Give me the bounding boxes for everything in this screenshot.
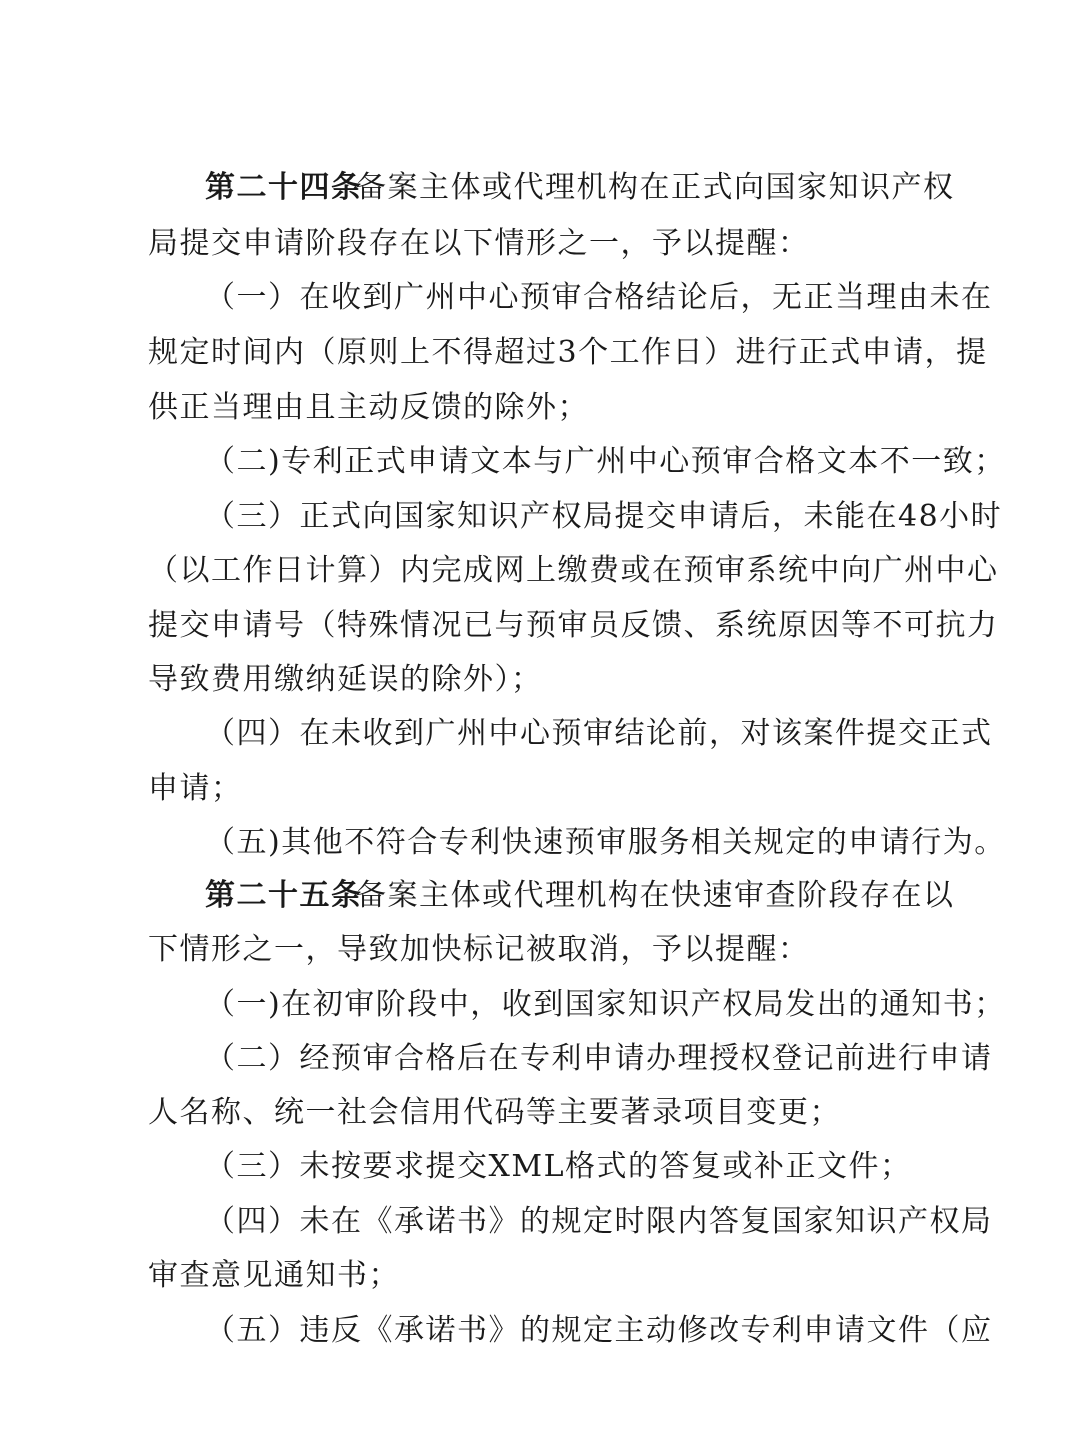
article24-item-5 — [0, 815, 1080, 871]
text-line: （五)其他不符合专利快速预审服务相关规定的申请行为。 — [205, 825, 1006, 860]
article24-item-3-line-2 — [0, 543, 1080, 599]
text-line: （二）经预审合格后在专利申请办理授权登记前进行申请 — [205, 1041, 993, 1076]
article25-item-3 — [0, 1139, 1080, 1195]
text-line: 规定时间内（原则上不得超过3个工作日）进行正式申请，提 — [148, 335, 988, 370]
article25-item-1 — [0, 977, 1080, 1033]
text-line: 提交申请号（特殊情况已与预审员反馈、系统原因等不可抗力 — [148, 608, 999, 643]
text-line: （二)专利正式申请文本与广州中心预审合格文本不一致； — [205, 444, 1006, 479]
article25-item-5 — [0, 1303, 1080, 1359]
article24-line-2 — [0, 216, 1080, 272]
text-line: 人名称、统一社会信用代码等主要著录项目变更； — [148, 1095, 841, 1130]
text-line: （以工作日计算）内完成网上缴费或在预审系统中向广州中心 — [148, 553, 999, 588]
article24-item-3-line-1 — [0, 489, 1080, 545]
article25-heading: 第二十五条 — [205, 878, 363, 913]
article24-text: 备案主体或代理机构在正式向国家知识产权 — [356, 170, 955, 205]
text-line: （五）违反《承诺书》的规定主动修改专利申请文件（应 — [205, 1313, 993, 1348]
text-line: （四）未在《承诺书》的规定时限内答复国家知识产权局 — [205, 1204, 993, 1239]
text-line: （三）正式向国家知识产权局提交申请后，未能在48小时 — [205, 499, 1003, 534]
article25-line-1 — [0, 868, 1080, 924]
text-line: 局提交申请阶段存在以下情形之一，予以提醒： — [148, 226, 810, 261]
article25-text: 备案主体或代理机构在快速审查阶段存在以 — [356, 878, 955, 913]
text-line: （一)在初审阶段中，收到国家知识产权局发出的通知书； — [205, 987, 1006, 1022]
text-line: 供正当理由且主动反馈的除外； — [148, 390, 589, 425]
article25-item-2-line-1 — [0, 1031, 1080, 1087]
text-line: （一）在收到广州中心预审合格结论后，无正当理由未在 — [205, 280, 993, 315]
article24-item-1-line-1 — [0, 270, 1080, 326]
article24-item-1-line-2 — [0, 325, 1080, 381]
article24-item-3-line-3 — [0, 598, 1080, 654]
article25-item-2-line-2 — [0, 1085, 1080, 1141]
article24-item-4-line-1 — [0, 706, 1080, 762]
article24-item-4-line-2 — [0, 761, 1080, 817]
article25-line-2 — [0, 922, 1080, 978]
article24-heading: 第二十四条 — [205, 170, 363, 205]
article24-item-1-line-3 — [0, 380, 1080, 436]
text-line: 下情形之一，导致加快标记被取消，予以提醒： — [148, 932, 810, 967]
text-line: （四）在未收到广州中心预审结论前，对该案件提交正式 — [205, 716, 993, 751]
article25-item-4-line-1 — [0, 1194, 1080, 1250]
article24-line-1 — [0, 160, 1080, 216]
article24-item-3-line-4 — [0, 652, 1080, 708]
text-line: 导致费用缴纳延误的除外）； — [148, 662, 543, 697]
article24-item-2 — [0, 434, 1080, 490]
text-line: （三）未按要求提交XML格式的答复或补正文件； — [205, 1149, 912, 1184]
text-line: 申请； — [148, 771, 243, 806]
text-line: 审查意见通知书； — [148, 1258, 400, 1293]
article25-item-4-line-2 — [0, 1248, 1080, 1304]
